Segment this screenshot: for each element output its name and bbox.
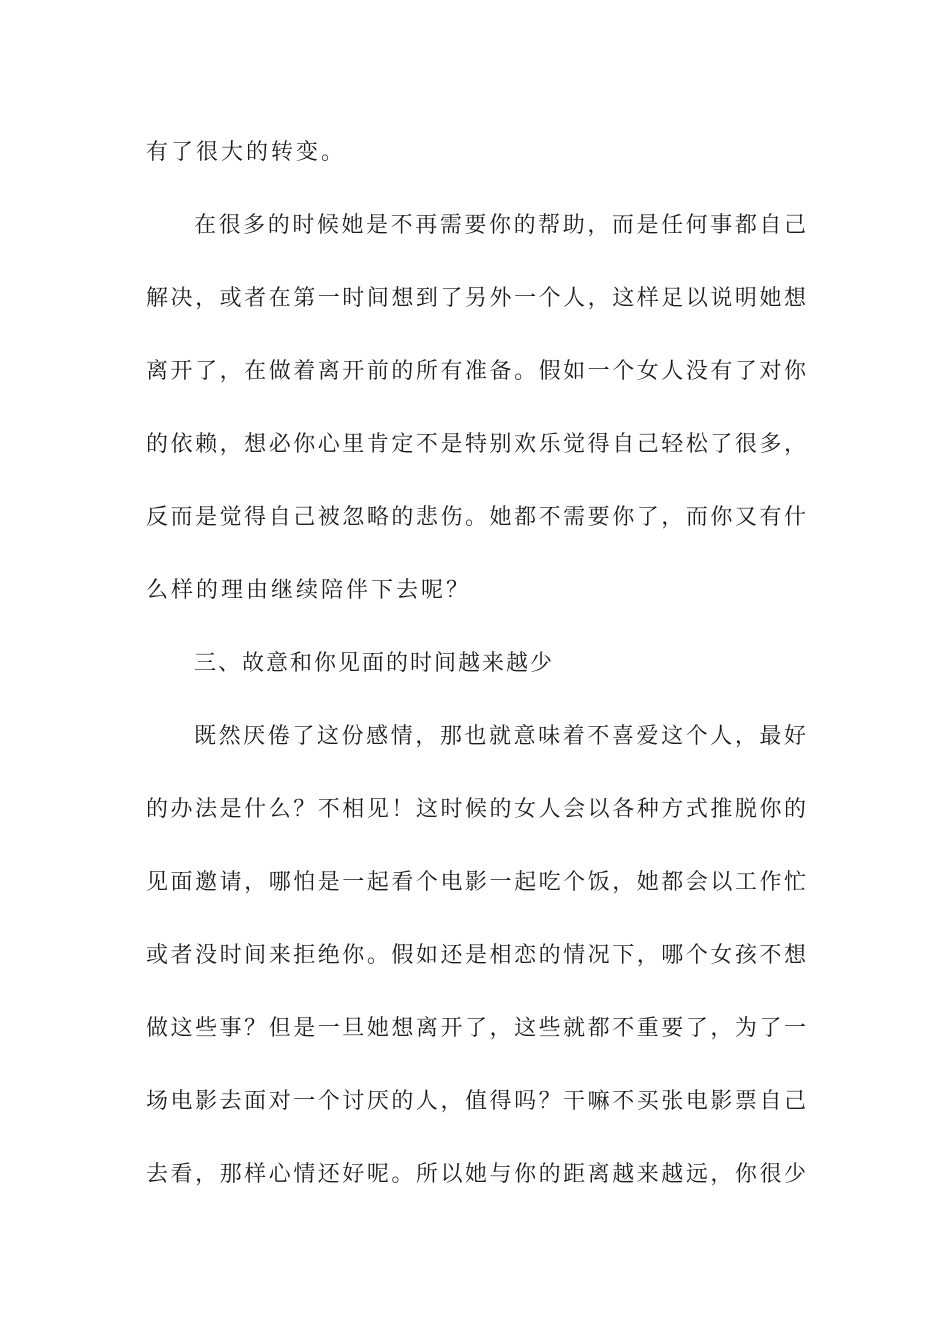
text-line: 去看，那样心情还好呢。所以她与你的距离越来越远，你很少 xyxy=(146,1162,806,1187)
paragraph-first-line: 既然厌倦了这份感情，那也就意味着不喜爱这个人，最好 xyxy=(194,724,806,749)
text-line: 有了很大的转变。 xyxy=(146,140,347,165)
text-line: 的办法是什么？不相见！这时候的女人会以各种方式推脱你的 xyxy=(146,797,806,822)
text-line: 做这些事？但是一旦她想离开了，这些就都不重要了，为了一 xyxy=(146,1016,806,1041)
text-line: 见面邀请，哪怕是一起看个电影一起吃个饭，她都会以工作忙 xyxy=(146,870,806,895)
section-heading: 三、故意和你见面的时间越来越少 xyxy=(194,651,555,676)
text-line: 么样的理由继续陪伴下去呢？ xyxy=(146,578,472,603)
text-line: 反而是觉得自己被忽略的悲伤。她都不需要你了，而你又有什 xyxy=(146,505,806,530)
text-line: 解决，或者在第一时间想到了另外一个人，这样足以说明她想 xyxy=(146,286,806,311)
text-line: 的依赖，想必你心里肯定不是特别欢乐觉得自己轻松了很多， xyxy=(146,432,806,457)
paragraph-first-line: 在很多的时候她是不再需要你的帮助，而是任何事都自己 xyxy=(194,213,806,238)
text-line: 场电影去面对一个讨厌的人，值得吗？干嘛不买张电影票自己 xyxy=(146,1089,806,1114)
text-line: 离开了，在做着离开前的所有准备。假如一个女人没有了对你 xyxy=(146,359,806,384)
text-line: 或者没时间来拒绝你。假如还是相恋的情况下，哪个女孩不想 xyxy=(146,943,806,968)
